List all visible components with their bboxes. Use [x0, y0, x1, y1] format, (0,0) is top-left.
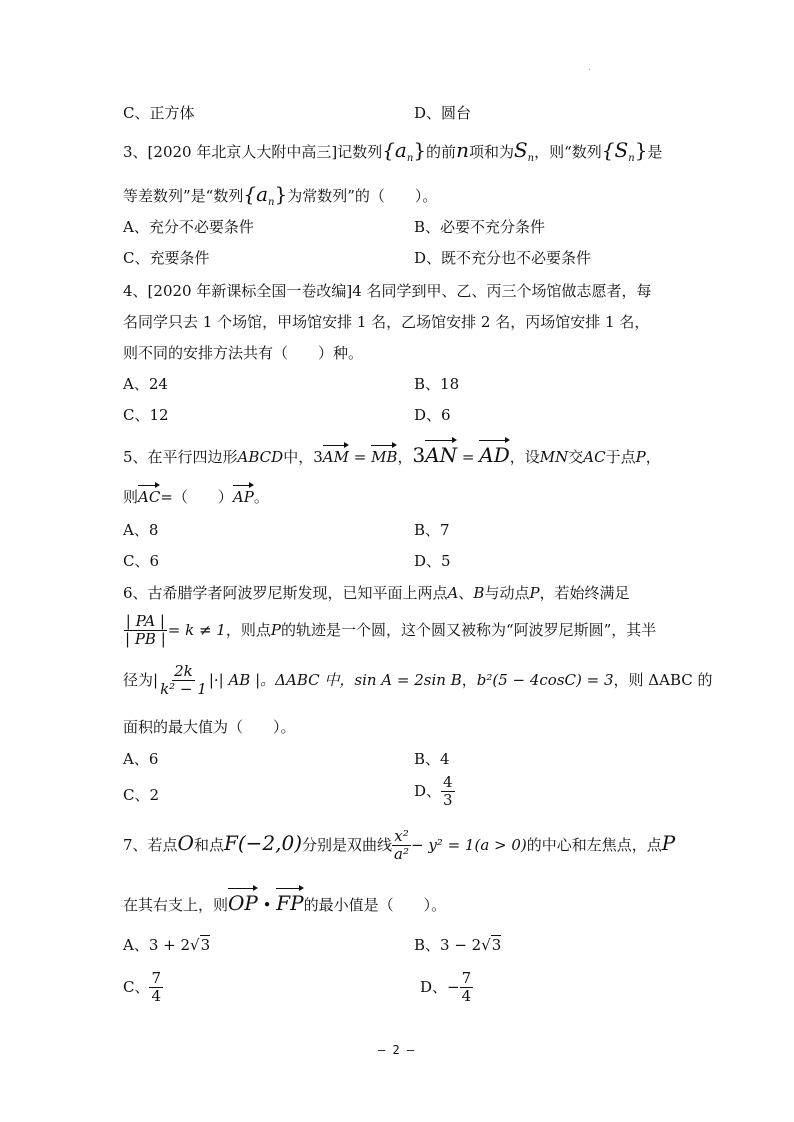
- sqrt-icon: √: [481, 936, 491, 954]
- vector-mb: MB: [371, 448, 398, 466]
- header-mark: .: [588, 62, 592, 73]
- q5-option-b: B、7: [414, 521, 450, 539]
- q5-option-c: C、6: [123, 552, 160, 570]
- q6-line3: 径为| $\frac{2k}{\text{k² − 1}}$ |·| AB |。ΔABC 中，sin A = 2sin B，b²(5 − 4cosC) = 3，则 ΔABC 的: [123, 662, 713, 699]
- sqrt-icon: √: [190, 936, 200, 954]
- q3-option-c: C、充要条件: [123, 249, 210, 267]
- q5-line1: 5、在平行四边形ABCD中，3AM = MB，3AN = AD，设MN交AC于点P，: [123, 443, 661, 467]
- ratio-fraction: $\frac{| PA |}{| PB |}$: [125, 612, 166, 649]
- q4-option-c: C、12: [123, 406, 169, 424]
- q7-option-d: D、− $\frac{7}{4}$: [420, 969, 472, 1006]
- q7-line2: 在其右支上，则OP • FP的最小值是（ ）。: [123, 891, 447, 915]
- q3-line1: 3、[2020 年北京人大附中高三]记数列$\{a_n\}$的前n项和为$S_n$，则“数列$\{S_n\}$是: [123, 138, 663, 164]
- q6-option-c: C、2: [123, 786, 160, 804]
- q3-line2: 等差数列”是“数列$\{a_n\}$为常数列”的（ ）。: [123, 182, 438, 208]
- q7-option-c: C、 $\frac{7}{4}$: [123, 969, 162, 1006]
- vector-an: AN: [425, 443, 458, 467]
- q4-line2: 名同学只去 1 个场馆，甲场馆安排 1 名，乙场馆安排 2 名，丙场馆安排 1 名，: [123, 313, 650, 331]
- option-d-fraction: $\frac{4}{3}$: [443, 773, 453, 810]
- q5-option-d: D、5: [414, 552, 451, 570]
- vector-am: AM: [322, 448, 349, 466]
- q6-option-a: A、6: [123, 750, 159, 768]
- q4-line1: 4、[2020 年新课标全国一卷改编]4 名同学到甲、乙、丙三个场馆做志愿者，每: [123, 282, 652, 300]
- q3-option-d: D、既不充分也不必要条件: [414, 249, 592, 267]
- vector-op: OP: [228, 891, 258, 915]
- q6-option-d: D、 $\frac{4}{3}$: [414, 773, 453, 810]
- hyperbola-fraction: $\frac{\text{x²}}{\text{a²}}$: [394, 827, 409, 864]
- vector-fp: FP: [276, 891, 304, 915]
- q3-option-b: B、必要不充分条件: [414, 218, 546, 236]
- q7-line1: 7、若点O和点F(−2,0)分别是双曲线 $\frac{\text{x²}}{\text{a²}}$ − y² = 1(a > 0)的中心和左焦点，点P: [123, 827, 676, 864]
- vector-ad: AD: [479, 443, 510, 467]
- q6-line2: $\frac{| PA |}{| PB |}$ = k ≠ 1，则点P的轨迹是一个圆，这个圆又被称为“阿波罗尼斯圆”，其半: [125, 612, 657, 649]
- q4-line3: 则不同的安排方法共有（ ）种。: [123, 344, 364, 362]
- q3-option-a: A、充分不必要条件: [123, 218, 254, 236]
- q4-option-d: D、6: [414, 406, 451, 424]
- q7-option-a: A、3 + 2√3: [123, 936, 211, 954]
- radius-fraction: $\frac{2k}{\text{k² − 1}}$: [160, 662, 207, 699]
- option-d-frustum: D、圆台: [414, 104, 472, 122]
- q5-option-a: A、8: [123, 521, 159, 539]
- option-d-fraction: $\frac{7}{4}$: [461, 969, 472, 1006]
- vector-ap: AP: [232, 488, 254, 506]
- page-number: — 2 —: [378, 1043, 415, 1057]
- option-c-fraction: $\frac{7}{4}$: [151, 969, 162, 1006]
- q6-line1: 6、古希腊学者阿波罗尼斯发现，已知平面上两点A、B与动点P，若始终满足: [123, 584, 630, 602]
- q6-option-b: B、4: [414, 750, 450, 768]
- q7-option-b: B、3 − 2√3: [414, 936, 502, 954]
- vector-ac: AC: [138, 488, 161, 506]
- q6-line4: 面积的最大值为（ ）。: [123, 718, 296, 736]
- option-c-cube: C、正方体: [123, 104, 195, 122]
- q4-option-b: B、18: [414, 375, 460, 393]
- q4-option-a: A、24: [123, 375, 168, 393]
- q5-line2: 则AC=（ ）AP。: [123, 488, 269, 506]
